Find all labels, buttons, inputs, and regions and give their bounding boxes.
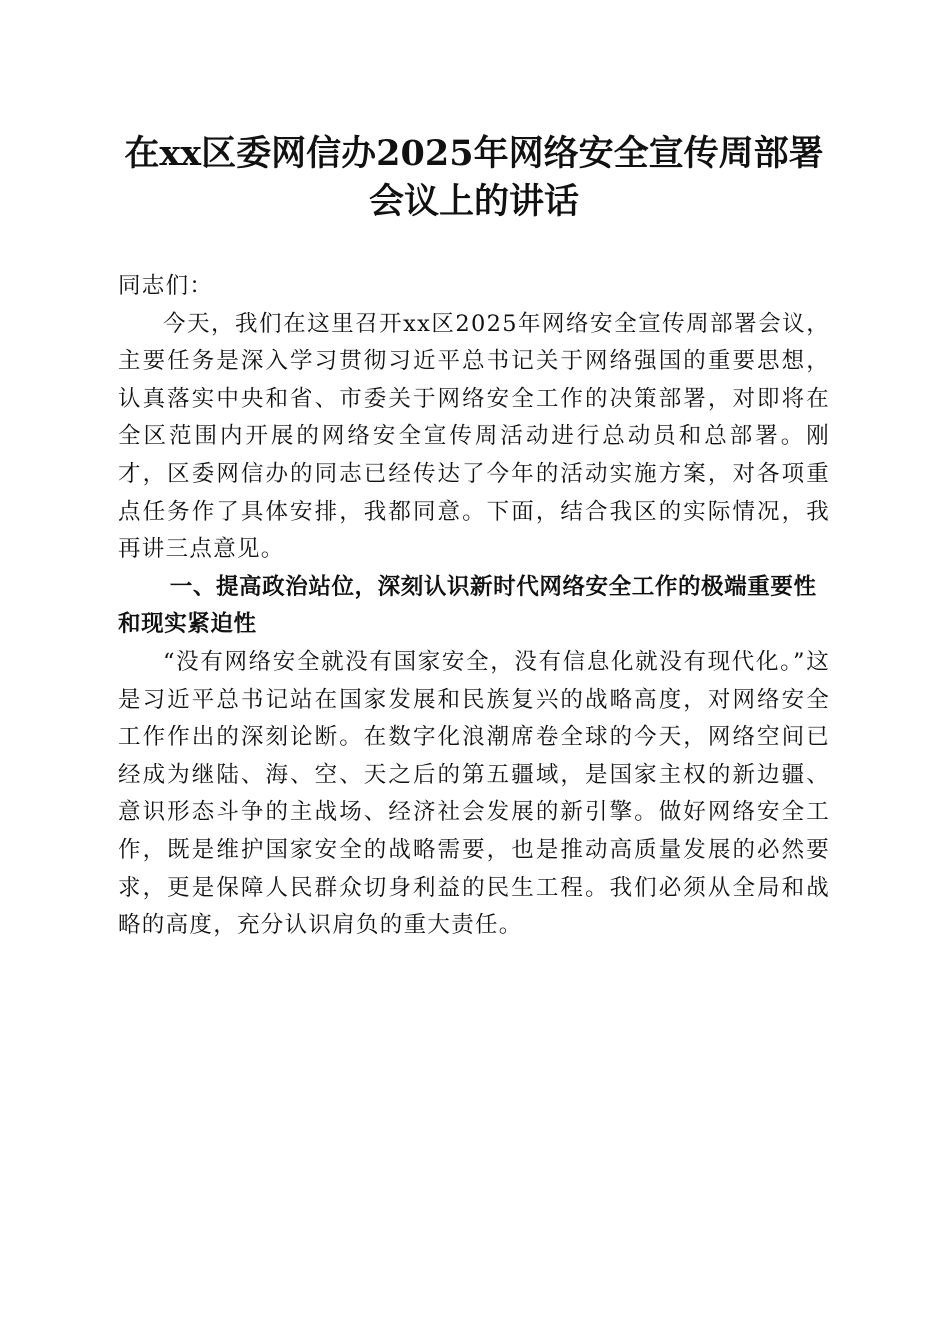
document-title — [118, 130, 830, 226]
opening-paragraph: 今天，我们在这里召开xx区2025年网络安全宣传周部署会议，主要任务是深入学习贯彻习近平总书记关于网络强国的重要思想，认真落实中央和省、市委关于网络安全工作的决策部署，对即将在全区范围内开展的网络安全宣传周活动进行总动员和总部署。刚才，区委网信办的同志已经传达了今年的活动实施方案，对各项重点任务作了具体安排，我都同意。下面，结合我区的实际情况，我再讲三点意见。 — [118, 310, 830, 563]
document-page — [118, 130, 830, 945]
title-line-1: 在xx区委网信办2025年网络安全宣传周部署 — [124, 133, 824, 174]
salutation: 同志们： — [118, 273, 214, 299]
title-line-2: 会议上的讲话 — [368, 181, 579, 222]
section-heading-1: 一、提高政治站位，深刻认识新时代网络安全工作的极端重要性和现实紧迫性 — [118, 573, 817, 638]
section-1-paragraph: “没有网络安全就没有国家安全，没有信息化就没有现代化。”这是习近平总书记站在国家发展和民族复兴的战略高度，对网络安全工作作出的深刻论断。在数字化浪潮席卷全球的今天，网络空间已经成为继陆、海、空、天之后的第五疆域，是国家主权的新边疆、意识形态斗争的主战场、经济社会发展的新引擎。做好网络安全工作，既是维护国家安全的战略需要，也是推动高质量发展的必然要求，更是保障人民群众切身利益的民生工程。我们必须从全局和战略的高度，充分认识肩负的重大责任。 — [118, 648, 830, 939]
